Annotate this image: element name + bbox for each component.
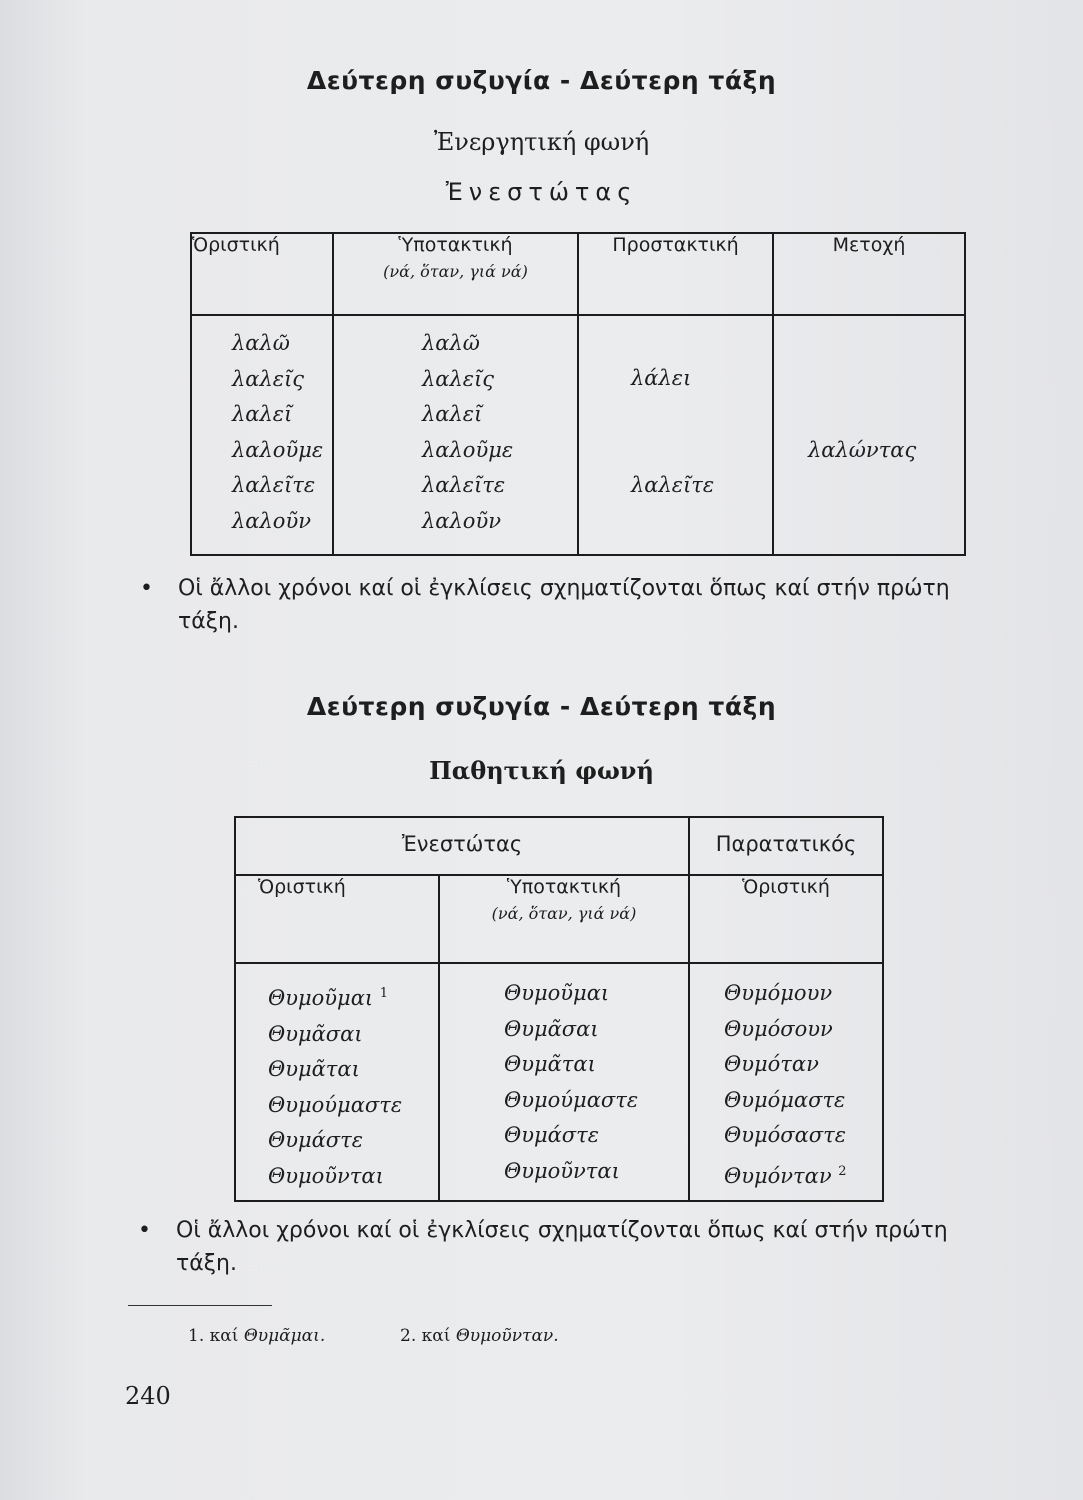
form-cell: λαλεῖς	[422, 366, 495, 391]
form-cell: λαλῶ	[422, 331, 480, 355]
form-cell: λαλώντας	[808, 438, 917, 462]
page-number: 240	[125, 1382, 171, 1410]
note-paragraph-2	[138, 1214, 1006, 1280]
voice-heading-2: Παθητική φωνή	[429, 756, 654, 785]
form-cell: Θυμούμαστε	[268, 1092, 403, 1117]
footnote-1: 1. καί Θυμᾶμαι.	[188, 1326, 326, 1346]
form-cell: λαλεῖς	[232, 366, 305, 391]
subjunctive-column	[333, 315, 578, 555]
header-participle: Μετοχή	[773, 233, 965, 315]
form-cell: Θυμάστε	[268, 1128, 364, 1152]
form-cell: Θυμᾶσαι	[268, 1021, 363, 1046]
form-cell: Θυμᾶται	[268, 1057, 360, 1081]
indicative-column	[191, 315, 333, 555]
form-cell: λαλῶ	[232, 331, 290, 355]
header-subjunctive-note: (νά, ὅταν, γιά νά)	[383, 262, 528, 281]
present-indicative-column	[235, 963, 439, 1201]
header-indicative: Ὁριστική	[191, 233, 333, 315]
header-imperfect: Παρατατικός	[689, 817, 883, 875]
section-title-2: Δεύτερη συζυγία - Δεύτερη τάξη	[306, 692, 777, 721]
footnote-divider	[128, 1305, 272, 1306]
section-title: Δεύτερη συζυγία - Δεύτερη τάξη	[306, 66, 777, 95]
footnote-mark: 2	[838, 1163, 847, 1179]
form-cell: λαλοῦμε	[422, 437, 514, 462]
form-cell: Θυμᾶται	[504, 1052, 596, 1076]
header-imperative: Προστακτική	[578, 233, 773, 315]
imperative-column	[578, 315, 773, 555]
active-voice-table	[190, 232, 966, 556]
note-paragraph	[140, 572, 1008, 638]
tense-heading: Ἐνεστώτας	[445, 178, 638, 206]
present-subjunctive-column	[439, 963, 689, 1201]
form-cell: Θυμόνταν $^2$	[724, 1163, 847, 1188]
form-cell: λαλοῦμε	[232, 437, 324, 462]
form-cell: Θυμοῦμαι	[504, 981, 610, 1005]
form-cell: Θυμούμαστε	[504, 1087, 639, 1112]
header-imperfect-indicative: Ὁριστική	[689, 875, 883, 963]
form-cell: λαλεῖτε	[232, 473, 316, 497]
note-text: Οἱ ἄλλοι χρόνοι καί οἱ ἐγκλίσεις σχηματίζονται ὅπως καί στήν πρώτη τάξη.	[178, 576, 950, 634]
form-cell: Θυμοῦνται	[268, 1163, 384, 1188]
voice-heading: Ἐνεργητική φωνή	[433, 128, 650, 156]
header-present-indicative: Ὁριστική	[235, 875, 439, 963]
bullet-icon: •	[138, 1218, 151, 1243]
form-cell: λαλεῖτε	[631, 472, 715, 497]
passive-voice-table	[234, 816, 884, 1202]
participle-column	[773, 315, 965, 555]
bullet-icon: •	[140, 576, 153, 601]
form-cell: Θυμᾶσαι	[504, 1016, 599, 1041]
footnote-2: 2. καί Θυμοῦνταν.	[400, 1326, 559, 1346]
header-subjunctive-note: (νά, ὅταν, γιά νά)	[491, 904, 637, 923]
imperfect-indicative-column	[689, 963, 883, 1201]
form-cell: λαλεῖτε	[422, 473, 506, 497]
header-subjunctive-label: Ὑποτακτική	[398, 234, 513, 256]
form-cell: Θυμόταν	[724, 1052, 819, 1076]
form-cell: Θυμόσουν	[724, 1016, 833, 1041]
form-cell: Θυμόμαστε	[724, 1087, 846, 1112]
header-present: Ἐνεστώτας	[235, 817, 689, 875]
note-text: Οἱ ἄλλοι χρόνοι καί οἱ ἐγκλίσεις σχηματίζονται ὅπως καί στήν πρώτη τάξη.	[176, 1218, 948, 1276]
header-subjunctive	[333, 233, 578, 315]
form-cell: Θυμάστε	[504, 1123, 600, 1147]
header-subjunctive-label: Ὑποτακτική	[506, 876, 622, 898]
header-present-subjunctive	[439, 875, 689, 963]
form-cell: λάλει	[631, 366, 692, 390]
footnote-mark: 1	[379, 986, 389, 1001]
form-cell: Θυμοῦμαι $^1$	[268, 986, 389, 1010]
form-cell: Θυμόμουν	[724, 981, 833, 1005]
form-cell: λαλεῖ	[422, 402, 483, 426]
form-cell: λαλεῖ	[232, 402, 293, 426]
form-cell: λαλοῦν	[232, 508, 311, 533]
form-cell: Θυμόσαστε	[724, 1123, 847, 1147]
form-cell: Θυμοῦνται	[504, 1158, 620, 1183]
form-cell: λαλοῦν	[422, 508, 501, 533]
